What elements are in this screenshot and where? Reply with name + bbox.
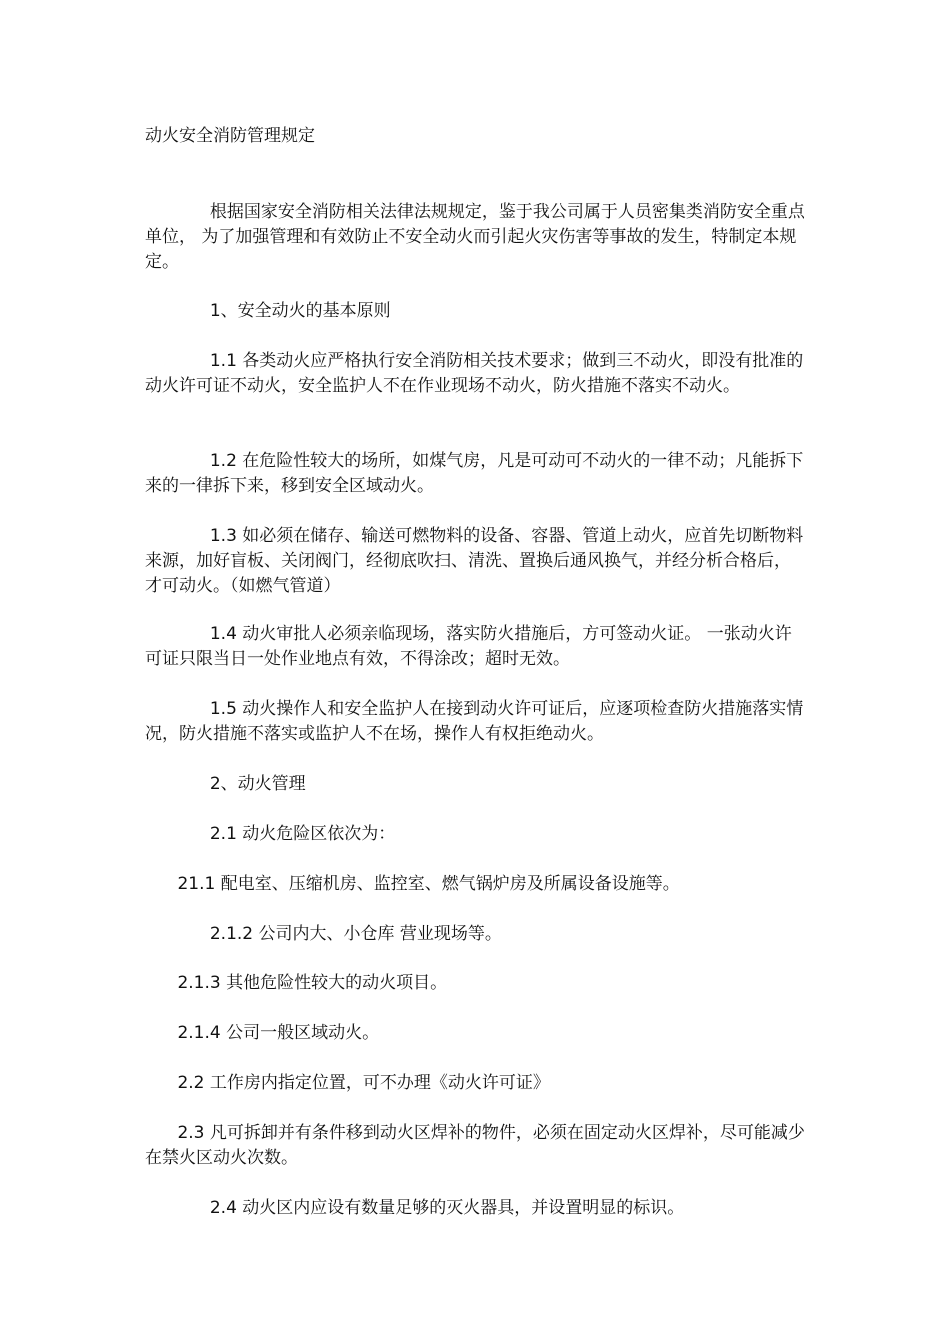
paragraph-1-3: 1.3 如必须在储存、输送可燃物料的设备、容器、管道上动火，应首先切断物料来源，加好盲板、关闭阀门，经彻底吹扫、清洗、置换后通风换气，并经分析合格后，才可动火。（如燃气管道）	[145, 526, 804, 596]
paragraph-2-1-1: 21.1 配电室、压缩机房、监控室、燃气锅炉房及所属设备设施等。	[145, 874, 680, 894]
paragraph-1-5: 1.5 动火操作人和安全监护人在接到动火许可证后，应逐项检查防火措施落实情况，防火措施不落实或监护人不在场，操作人有权拒绝动火。	[145, 699, 804, 744]
paragraph-2-1-2: 2.1.2 公司内大、小仓库 营业现场等。	[145, 924, 502, 944]
paragraph-intro: 根据国家安全消防相关法律法规规定，鉴于我公司属于人员密集类消防安全重点单位， 为了加强管理和有效防止不安全动火而引起火灾伤害等事故的发生，特制定本规定。	[145, 202, 805, 272]
paragraph-2-2: 2.2 工作房内指定位置，可不办理《动火许可证》	[145, 1073, 550, 1093]
paragraph-2-1-3: 2.1.3 其他危险性较大的动火项目。	[145, 973, 448, 993]
section-heading-1: 1、安全动火的基本原则	[145, 301, 391, 321]
section-heading-2: 2、动火管理	[145, 774, 306, 794]
paragraph-2-4: 2.4 动火区内应设有数量足够的灭火器具，并设置明显的标识。	[145, 1198, 685, 1218]
paragraph-1-1: 1.1 各类动火应严格执行安全消防相关技术要求；做到三不动火，即没有批准的动火许可证不动火，安全监护人不在作业现场不动火，防火措施不落实不动火。	[145, 351, 804, 396]
paragraph-1-4: 1.4 动火审批人必须亲临现场，落实防火措施后，方可签动火证。 一张动火许可证只限当日一处作业地点有效，不得涂改；超时无效。	[145, 624, 792, 669]
paragraph-1-2: 1.2 在危险性较大的场所，如煤气房，凡是可动可不动火的一律不动；凡能拆下来的一律拆下来，移到安全区域动火。	[145, 451, 804, 496]
paragraph-2-1-4: 2.1.4 公司一般区域动火。	[145, 1023, 380, 1043]
paragraph-2-1: 2.1 动火危险区依次为：	[145, 824, 396, 844]
paragraph-2-3: 2.3 凡可拆卸并有条件移到动火区焊补的物件，必须在固定动火区焊补，尽可能减少在禁火区动火次数。	[145, 1123, 805, 1168]
document-title: 动火安全消防管理规定	[145, 126, 315, 146]
